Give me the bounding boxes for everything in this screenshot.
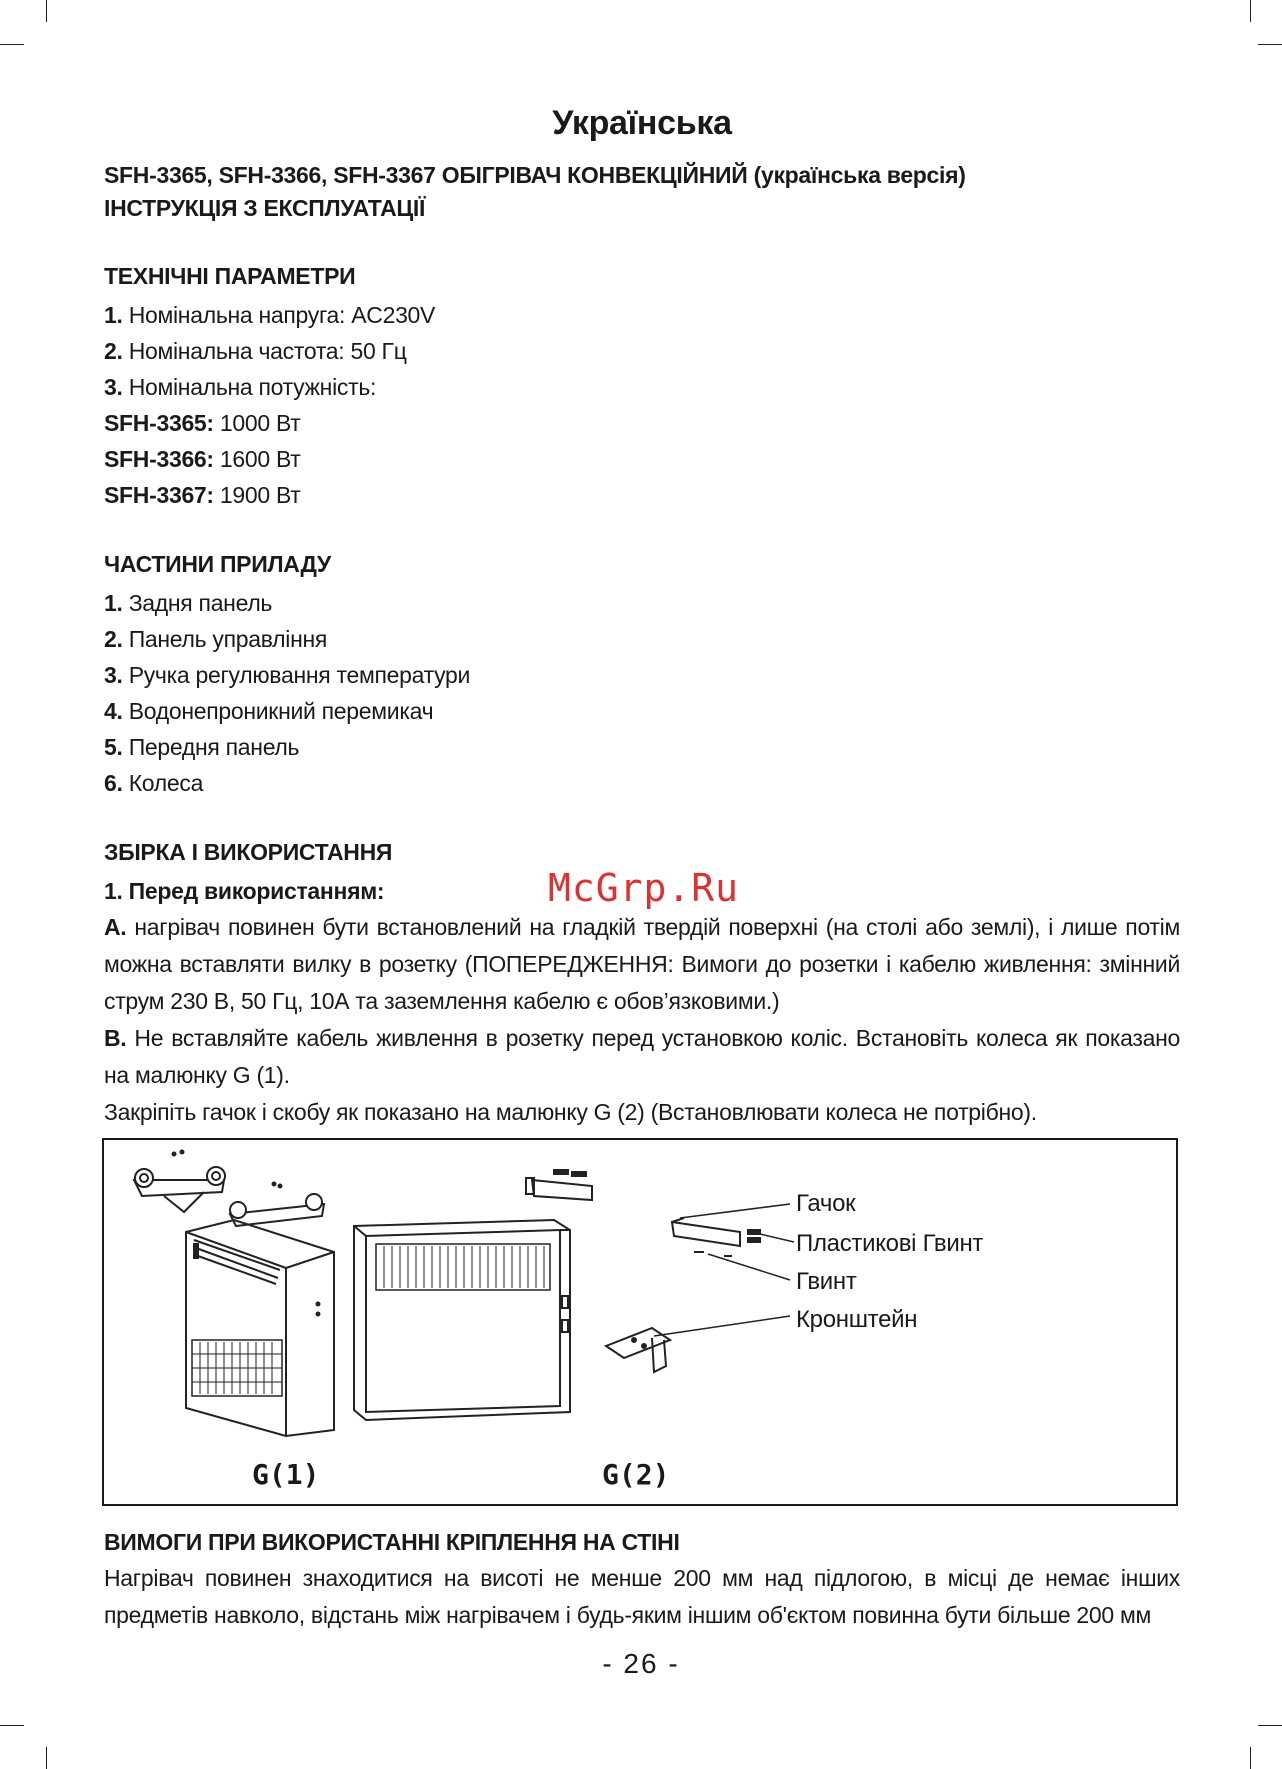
crop-mark bbox=[1258, 1725, 1282, 1726]
list-item: 1. Номінальна напруга: AC230V bbox=[104, 302, 436, 328]
crop-mark bbox=[46, 1747, 47, 1769]
list-item: 1. Задня панель bbox=[104, 590, 273, 616]
crop-mark bbox=[1250, 0, 1251, 22]
model-power-row: SFH-3367: 1900 Вт bbox=[104, 482, 301, 508]
wall-paragraph: Нагрівач повинен знаходитися на висоті не менше 200 мм над підлогою, в місці де немає інших предметів навколо, відстань між нагрівачем і будь-яким іншим об'єктом повинна бути більше 200 мм bbox=[104, 1565, 1180, 1628]
assembly-subtitle: 1. Перед використанням: bbox=[104, 878, 385, 904]
parts-section-title: ЧАСТИНИ ПРИЛАДУ bbox=[104, 551, 331, 577]
list-item: 6. Колеса bbox=[104, 770, 204, 796]
figure-label-g2: G(2) bbox=[602, 1458, 670, 1491]
paragraph-c: Закріпіть гачок і скобу як показано на малюнку G (2) (Встановлювати колеса не потрібно). bbox=[104, 1099, 1037, 1125]
crop-mark bbox=[1258, 44, 1282, 45]
callout-plastic-screw: Пластикові Гвинт bbox=[796, 1230, 984, 1257]
callout-bracket: Кронштейн bbox=[796, 1306, 918, 1333]
hook-parts-icon bbox=[672, 1218, 760, 1256]
callout-screw: Гвинт bbox=[796, 1268, 857, 1295]
technical-section-title: ТЕХНІЧНІ ПАРАМЕТРИ bbox=[104, 263, 356, 289]
list-item: 2. Номінальна частота: 50 Гц bbox=[104, 338, 407, 364]
paragraph-a: A. нагрівач повинен бути встановлений на гладкій твердій поверхні (на столі або землі), і лише потім можна вставляти вилку в розетку (ПОПЕРЕДЖЕННЯ: Вимоги до розетки і кабелю живлення: змінний струм 230 В, 50 Гц, 10А та заземлення кабелю є обов’язковими.) bbox=[104, 914, 1180, 1014]
list-item: 3. Ручка регулювання температури bbox=[104, 662, 471, 688]
page-content bbox=[104, 98, 1180, 1131]
crop-mark bbox=[0, 44, 24, 45]
list-item: 5. Передня панель bbox=[104, 734, 300, 760]
model-power-row: SFH-3366: 1600 Вт bbox=[104, 446, 301, 472]
language-title: Українська bbox=[552, 104, 732, 142]
list-item: 2. Панель управління bbox=[104, 626, 328, 652]
crop-mark bbox=[46, 0, 47, 22]
model-power-row: SFH-3365: 1000 Вт bbox=[104, 410, 301, 436]
callout-hook: Гачок bbox=[796, 1190, 856, 1217]
list-item: 3. Номінальна потужність: bbox=[104, 374, 377, 400]
heater-g1-icon bbox=[186, 1183, 334, 1437]
heater-g2-icon bbox=[354, 1170, 592, 1420]
wall-section-title: ВИМОГИ ПРИ ВИКОРИСТАННІ КРІПЛЕННЯ НА СТІНІ bbox=[104, 1529, 680, 1555]
assembly-figure bbox=[102, 1138, 1178, 1506]
figure-label-g1: G(1) bbox=[252, 1458, 320, 1491]
watermark: McGrp.Ru bbox=[548, 866, 740, 910]
document-subtitle: ІНСТРУКЦІЯ З ЕКСПЛУАТАЦІЇ bbox=[104, 195, 426, 221]
crop-mark bbox=[1250, 1747, 1251, 1769]
assembly-section-title: ЗБІРКА І ВИКОРИСТАННЯ bbox=[104, 839, 393, 865]
crop-mark bbox=[0, 1725, 24, 1726]
wall-mount-section bbox=[104, 1524, 1180, 1634]
figure-illustration bbox=[104, 1140, 1176, 1504]
list-item: 4. Водонепроникний перемикач bbox=[104, 698, 434, 724]
paragraph-b: B. Не вставляйте кабель живлення в розетку перед установкою коліс. Встановіть колеса як показано на малюнку G (1). bbox=[104, 1025, 1180, 1088]
document-title: SFH-3365, SFH-3366, SFH-3367 ОБІГРІВАЧ КОНВЕКЦІЙНИЙ (українська версія) bbox=[104, 162, 966, 188]
wheel-bracket-icon bbox=[134, 1151, 225, 1213]
page-number: - 26 - bbox=[602, 1648, 680, 1679]
